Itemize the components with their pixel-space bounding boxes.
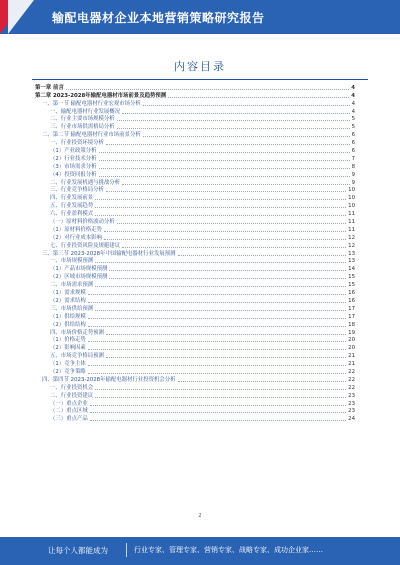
toc-entry-page: 16 xyxy=(348,290,355,297)
page-number: 2 xyxy=(198,513,202,519)
toc-leader-dots xyxy=(122,247,346,248)
toc-entry-label: （一）重点企业 xyxy=(50,400,88,407)
footer-divider xyxy=(126,543,127,557)
toc-entry-label: （2）供给结构 xyxy=(50,321,86,328)
toc-leader-dots xyxy=(168,97,349,98)
toc-entry[interactable] xyxy=(35,179,355,187)
toc-entry-label: （1）价格走势 xyxy=(50,337,86,344)
toc-entry-label: 第二章 2023-2028年输配电器材市场前景及趋势预测 xyxy=(35,92,167,99)
toc-entry-label: 四、市场价格走势预测 xyxy=(50,329,104,336)
toc-entry[interactable] xyxy=(35,218,355,226)
toc-entry-label: （1）原材料价格走势 xyxy=(50,226,102,233)
toc-entry-page: 6 xyxy=(351,132,355,139)
toc-entry[interactable] xyxy=(35,273,355,281)
toc-entry[interactable] xyxy=(35,337,355,345)
toc-leader-dots xyxy=(106,144,350,145)
toc-leader-dots xyxy=(90,412,346,413)
toc-entry-label: 一、第一节 输配电器材行业宏观市场分析 xyxy=(42,100,141,107)
toc-leader-dots xyxy=(95,310,346,311)
toc-entry-label: 第一章 前言 xyxy=(35,84,64,91)
toc-entry-label: （4）投资回报分析 xyxy=(50,171,97,178)
toc-entry-label: 一、市场规模预测 xyxy=(50,258,94,265)
toc-leader-dots xyxy=(66,89,349,90)
toc-leader-dots xyxy=(106,357,346,358)
toc-leader-dots xyxy=(109,270,346,271)
toc-title: 内容目录 xyxy=(174,60,226,73)
toc-entry-label: （2）竞争策略 xyxy=(50,368,86,375)
toc-leader-dots xyxy=(88,365,346,366)
header-light-accent xyxy=(8,0,34,34)
toc-entry[interactable] xyxy=(35,123,355,131)
toc-entry-page: 10 xyxy=(348,187,355,194)
toc-entry-label: 五、市场竞争格局预测 xyxy=(50,353,104,360)
report-footer xyxy=(0,537,400,565)
toc-entry-label: （二）重点区域 xyxy=(50,408,88,415)
toc-entry-label: （1）供给规模 xyxy=(50,313,86,320)
toc-entry[interactable] xyxy=(35,289,355,297)
toc-entry-label: 二、市场需求预测 xyxy=(50,282,94,289)
toc-entry-label: （2）行业技术分析 xyxy=(50,155,97,162)
toc-leader-dots xyxy=(104,231,346,232)
toc-entry-page: 19 xyxy=(348,329,355,336)
toc-leader-dots xyxy=(90,405,346,406)
toc-leader-dots xyxy=(95,397,346,398)
toc-entry[interactable] xyxy=(35,305,355,313)
toc-entry-label: （2）影响因素 xyxy=(50,345,86,352)
toc-entry-page: 23 xyxy=(348,408,355,415)
toc-entry-page: 9 xyxy=(351,171,355,178)
toc-leader-dots xyxy=(143,105,350,106)
toc-entry-label: 二、行业主要市场规模分析 xyxy=(50,116,115,123)
toc-entry-label: （一）原材料价格波动分析 xyxy=(50,219,115,226)
toc-entry[interactable] xyxy=(35,139,355,147)
toc-entry[interactable] xyxy=(35,408,355,416)
toc-entry-page: 7 xyxy=(351,155,355,162)
toc-entry-page: 13 xyxy=(348,258,355,265)
toc-entry[interactable] xyxy=(35,163,355,171)
toc-entry[interactable] xyxy=(35,187,355,195)
report-title: 输配电器材企业本地营销策略研究报告 xyxy=(52,11,265,25)
toc-leader-dots xyxy=(95,215,346,216)
toc-leader-dots xyxy=(117,128,350,129)
toc-entry-page: 4 xyxy=(351,92,355,99)
toc-entry-page: 10 xyxy=(348,195,355,202)
toc-entry-page: 12 xyxy=(348,242,355,249)
toc-entry[interactable] xyxy=(35,234,355,242)
toc-entry-page: 20 xyxy=(348,345,355,352)
toc-entry-label: （2）对行业成本影响 xyxy=(50,234,102,241)
toc-entry-page: 4 xyxy=(351,100,355,107)
toc-leader-dots xyxy=(99,176,350,177)
toc-entry-page: 17 xyxy=(348,313,355,320)
toc-entry-page: 15 xyxy=(348,282,355,289)
toc-leader-dots xyxy=(117,223,346,224)
toc-leader-dots xyxy=(143,136,350,137)
toc-entry-label: （1）产品市场规模预测 xyxy=(50,266,108,273)
toc-entry-page: 5 xyxy=(351,116,355,123)
toc-entry[interactable] xyxy=(35,147,355,155)
toc-leader-dots xyxy=(88,373,346,374)
toc-entry[interactable] xyxy=(35,250,355,258)
toc-entry[interactable] xyxy=(35,415,355,423)
toc-entry-page: 23 xyxy=(348,400,355,407)
toc-leader-dots xyxy=(106,334,346,335)
toc-entry-page: 14 xyxy=(348,266,355,273)
toc-entry[interactable] xyxy=(35,360,355,368)
toc-entry[interactable] xyxy=(35,344,355,352)
toc-entry-page: 4 xyxy=(351,84,355,91)
toc-leader-dots xyxy=(104,239,346,240)
toc-entry-label: （三）重点产品 xyxy=(50,416,88,423)
toc-entry[interactable] xyxy=(35,281,355,289)
toc-entry-page: 6 xyxy=(351,140,355,147)
toc-entry-page: 9 xyxy=(351,179,355,186)
toc-entry-page: 23 xyxy=(348,392,355,399)
toc-entry[interactable] xyxy=(35,297,355,305)
toc-leader-dots xyxy=(99,168,350,169)
toc-entry[interactable] xyxy=(35,368,355,376)
toc-leader-dots xyxy=(88,341,346,342)
toc-entry-page: 22 xyxy=(348,376,355,383)
toc-entry-page: 5 xyxy=(351,124,355,131)
toc-leader-dots xyxy=(178,381,347,382)
toc-entry-label: 三、市场供给预测 xyxy=(50,305,94,312)
toc-entry-label: 三、第三节 2023-2028年中国输配电器材行业发展预测 xyxy=(42,250,176,257)
toc-entry-label: 二、行业投资建议 xyxy=(50,392,94,399)
toc-entry-label: 一、行业投资环境分析 xyxy=(50,140,104,147)
toc-entry[interactable] xyxy=(35,194,355,202)
toc-leader-dots xyxy=(122,113,349,114)
footer-slogan: 让每个人都能成为 xyxy=(48,546,108,555)
toc-entry-label: （1）产业政策分析 xyxy=(50,148,97,155)
toc-entry-label: 二、第二节 输配电器材行业市场前景分析 xyxy=(42,132,141,139)
toc-entry-label: 三、行业竞争格局分析 xyxy=(50,187,104,194)
toc-entry-page: 13 xyxy=(348,250,355,257)
toc-leader-dots xyxy=(99,152,350,153)
toc-entry-label: 一、输配电器材行业发展概况 xyxy=(50,108,121,115)
report-header xyxy=(0,0,400,34)
toc-entry[interactable] xyxy=(35,131,355,139)
toc-entry-page: 20 xyxy=(348,337,355,344)
toc-entry-label: （3）市场需求分析 xyxy=(50,163,97,170)
toc-entry-label: （2）区域市场规模预测 xyxy=(50,274,108,281)
footer-roles: 行业专家、管理专家、营销专家、战略专家、成功企业家…… xyxy=(134,546,323,554)
toc-entry-page: 21 xyxy=(348,353,355,360)
toc-entry[interactable] xyxy=(35,258,355,266)
toc-entry-page: 22 xyxy=(348,368,355,375)
toc-entry[interactable] xyxy=(35,384,355,392)
toc-entry-page: 11 xyxy=(348,211,355,218)
toc-leader-dots xyxy=(88,294,346,295)
toc-entry[interactable] xyxy=(35,265,355,273)
toc-entry-page: 10 xyxy=(348,203,355,210)
toc-entry-label: 一、行业投资机会 xyxy=(50,384,94,391)
toc-entry-page: 6 xyxy=(351,148,355,155)
toc-entry[interactable] xyxy=(35,116,355,124)
toc-entry-label: 六、行业盈利模式 xyxy=(50,211,94,218)
toc-entry[interactable] xyxy=(35,313,355,321)
toc-entry[interactable] xyxy=(35,352,355,360)
toc-entry-page: 8 xyxy=(351,163,355,170)
toc-entry-label: （2）需求结构 xyxy=(50,297,86,304)
toc-title-rule xyxy=(32,79,368,80)
toc-leader-dots xyxy=(95,207,346,208)
toc-entry-page: 11 xyxy=(348,219,355,226)
toc-leader-dots xyxy=(95,286,346,287)
toc-leader-dots xyxy=(88,326,346,327)
toc-leader-dots xyxy=(178,255,347,256)
toc-entry[interactable] xyxy=(35,242,355,250)
toc-entry[interactable] xyxy=(35,321,355,329)
toc-leader-dots xyxy=(95,389,346,390)
toc-leader-dots xyxy=(88,349,346,350)
toc-entry-label: 五、行业发展趋势 xyxy=(50,203,94,210)
toc-leader-dots xyxy=(99,160,350,161)
toc-entry[interactable] xyxy=(35,92,355,100)
toc-leader-dots xyxy=(88,302,346,303)
toc-leader-dots xyxy=(117,120,350,121)
toc-entry[interactable] xyxy=(35,329,355,337)
toc-leader-dots xyxy=(95,262,346,263)
toc-entry-page: 21 xyxy=(348,361,355,368)
toc-entry-page: 18 xyxy=(348,321,355,328)
toc-entry[interactable] xyxy=(35,100,355,108)
toc-entry[interactable] xyxy=(35,226,355,234)
toc-entry-label: 七、行业投资风险及规避建议 xyxy=(50,242,121,249)
toc-leader-dots xyxy=(90,420,346,421)
toc-entry[interactable] xyxy=(35,108,355,116)
toc-entry-page: 4 xyxy=(351,108,355,115)
toc-entry-page: 22 xyxy=(348,384,355,391)
toc-entry-label: 三、行业市场供需格局分析 xyxy=(50,124,115,131)
toc-entry[interactable] xyxy=(35,392,355,400)
toc-leader-dots xyxy=(95,199,346,200)
toc-entry[interactable] xyxy=(35,155,355,163)
table-of-contents xyxy=(35,84,355,423)
toc-entry-label: 四、第四节 2023-2028年输配电器材行业投资机会分析 xyxy=(42,376,176,383)
toc-entry[interactable] xyxy=(35,210,355,218)
toc-entry-page: 11 xyxy=(348,226,355,233)
toc-entry[interactable] xyxy=(35,202,355,210)
toc-entry-label: 二、行业发展机遇与挑战分析 xyxy=(50,179,121,186)
toc-entry[interactable] xyxy=(35,84,355,92)
toc-entry[interactable] xyxy=(35,171,355,179)
toc-leader-dots xyxy=(122,184,349,185)
toc-entry-label: （1）竞争主体 xyxy=(50,361,86,368)
toc-entry-label: （1）需求规模 xyxy=(50,290,86,297)
toc-entry-page: 24 xyxy=(348,416,355,423)
toc-entry-label: 四、行业发展前景 xyxy=(50,195,94,202)
toc-entry-page: 15 xyxy=(348,274,355,281)
toc-entry-page: 16 xyxy=(348,297,355,304)
toc-leader-dots xyxy=(88,318,346,319)
toc-entry[interactable] xyxy=(35,376,355,384)
toc-leader-dots xyxy=(106,191,346,192)
toc-entry-page: 12 xyxy=(348,234,355,241)
toc-entry[interactable] xyxy=(35,400,355,408)
toc-leader-dots xyxy=(109,278,346,279)
toc-entry-page: 17 xyxy=(348,305,355,312)
